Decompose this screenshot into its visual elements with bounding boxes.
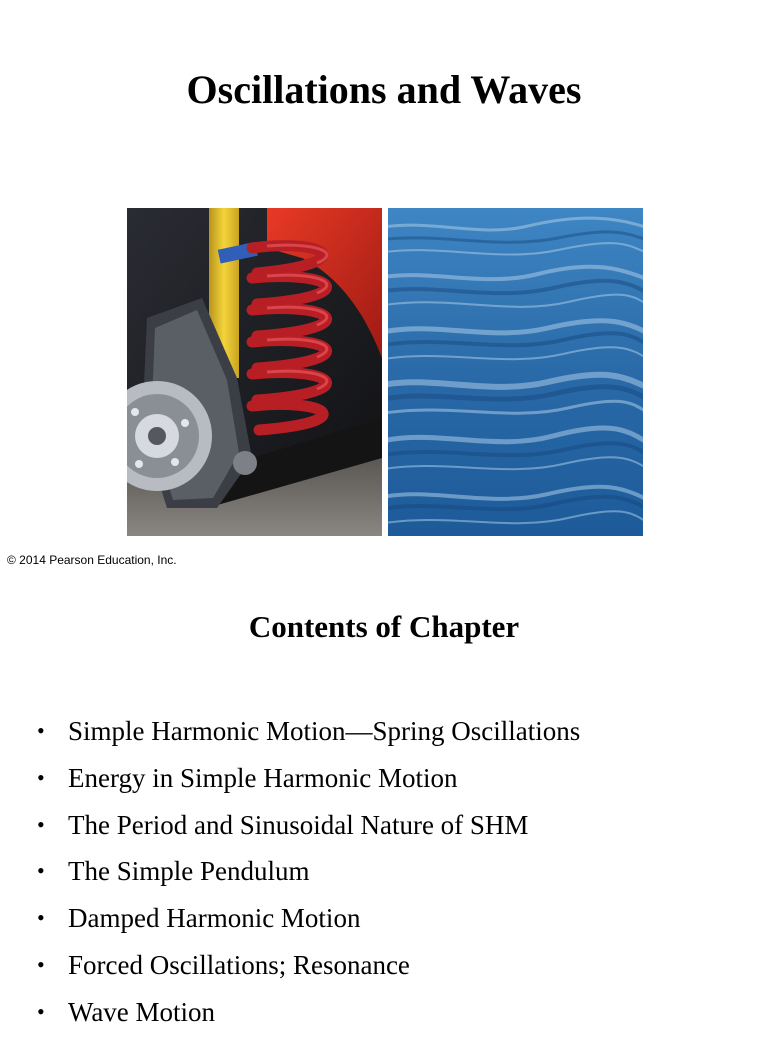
- bullet-icon: •: [37, 905, 45, 931]
- bullet-icon: •: [37, 764, 45, 790]
- list-item-text: Forced Oscillations; Resonance: [68, 949, 410, 980]
- copyright-notice: © 2014 Pearson Education, Inc.: [7, 553, 177, 567]
- coil-spring-shock-absorber-icon: [127, 208, 382, 536]
- bullet-icon: •: [37, 718, 45, 743]
- list-item-text: The Simple Pendulum: [68, 856, 310, 887]
- contents-title: Contents of Chapter: [248, 609, 520, 644]
- contents-list: [0, 712, 768, 1040]
- list-item-text: Energy in Simple Harmonic Motion: [68, 762, 458, 793]
- rippled-water-surface-icon: [388, 208, 643, 536]
- list-item: [0, 806, 768, 853]
- bullet-icon: •: [37, 858, 45, 884]
- list-item: [0, 852, 768, 899]
- list-item-text: Damped Harmonic Motion: [68, 903, 361, 934]
- bullet-icon: •: [37, 998, 45, 1024]
- list-item-text: The Period and Sinusoidal Nature of SHM: [68, 809, 529, 840]
- list-item: [0, 946, 768, 993]
- list-item: [0, 993, 768, 1040]
- slide-title: Oscillations and Waves: [186, 67, 582, 112]
- bullet-icon: •: [37, 811, 45, 837]
- list-item: [0, 899, 768, 946]
- list-item: [0, 712, 768, 759]
- list-item-text: Wave Motion: [68, 996, 216, 1027]
- list-item-text: Simple Harmonic Motion—Spring Oscillations: [68, 716, 581, 746]
- bullet-icon: •: [37, 951, 45, 977]
- water-waves-photo: [388, 208, 643, 536]
- car-suspension-photo: [127, 208, 382, 536]
- list-item: [0, 759, 768, 806]
